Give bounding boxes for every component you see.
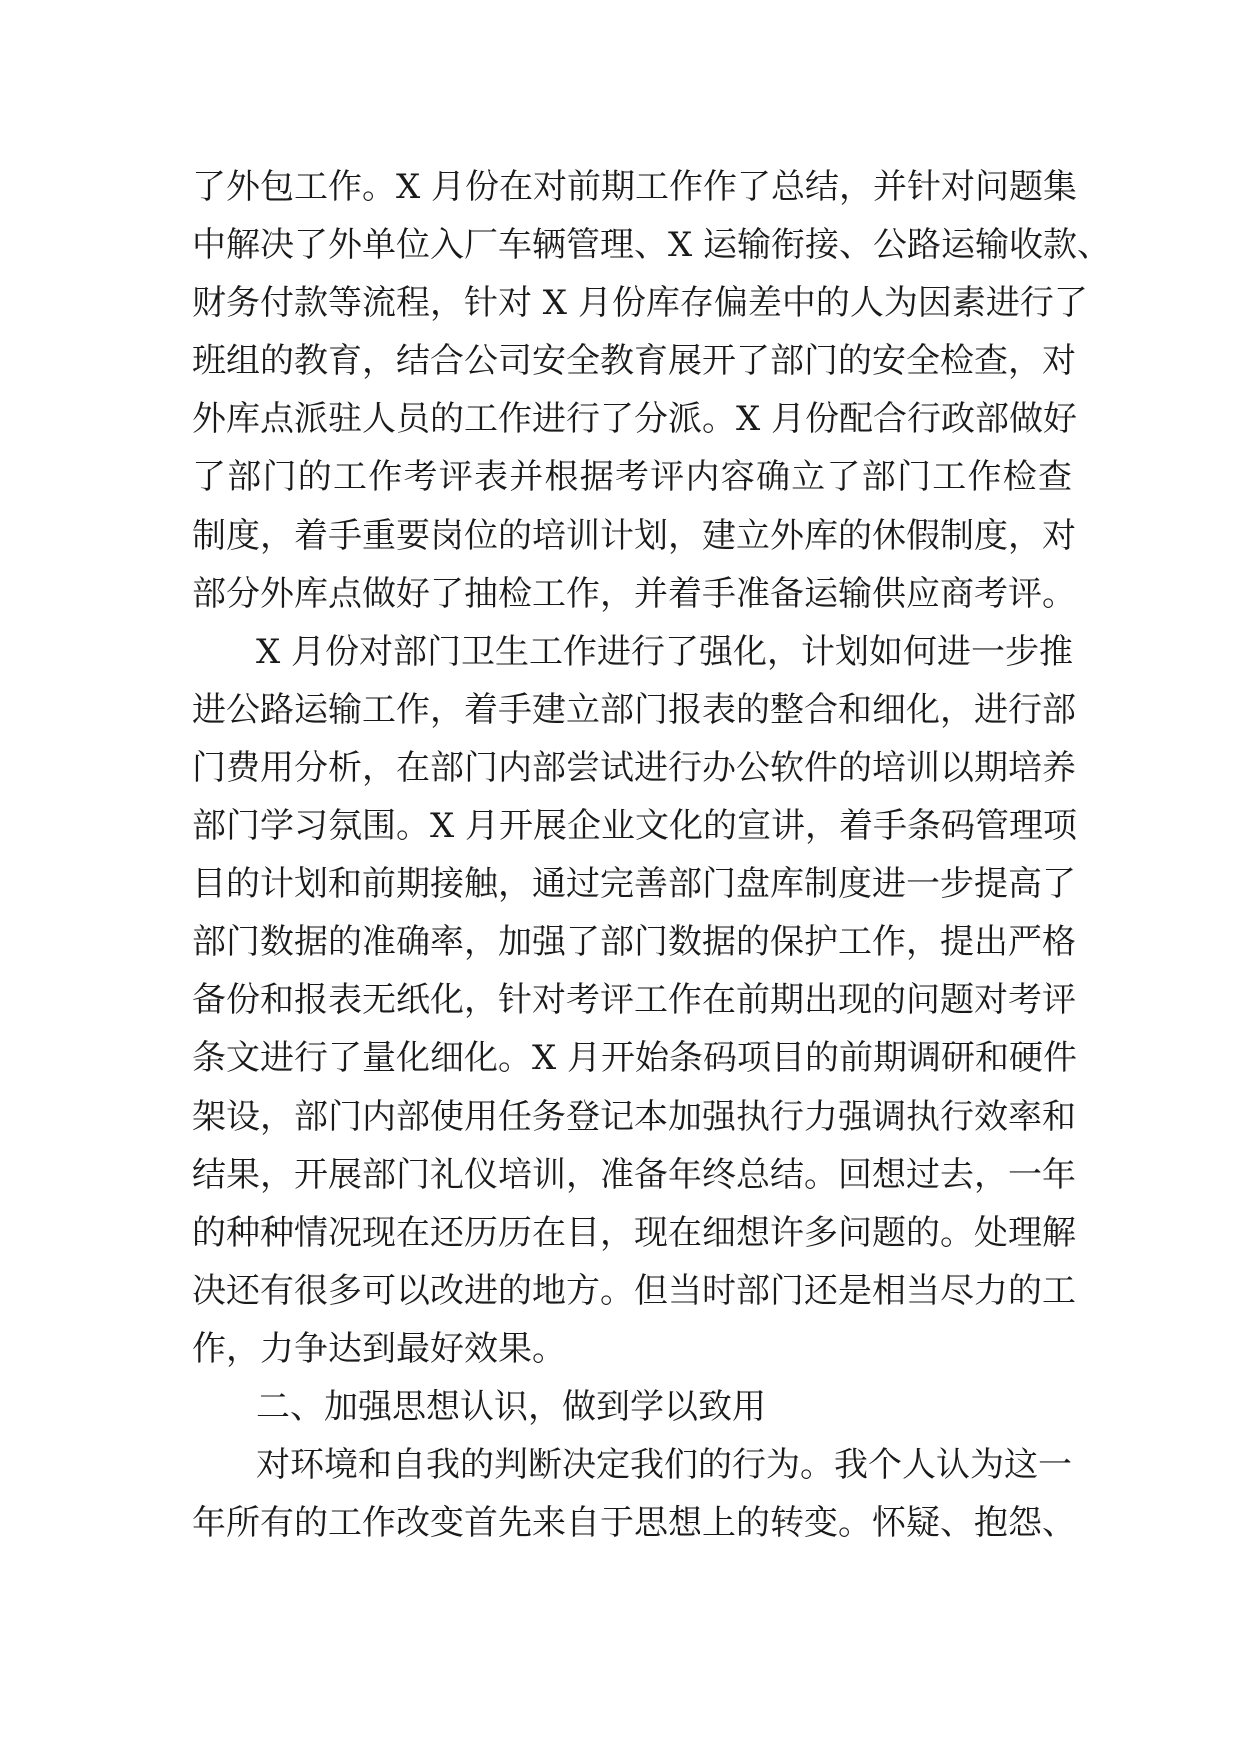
paragraph-last-line: 作，力争达到最好效果。 xyxy=(192,1328,566,1369)
text-line: 班组的教育，结合公司安全教育展开了部门的安全检查，对 xyxy=(192,341,1076,382)
text-line: 决还有很多可以改进的地方。但当时部门还是相当尽力的工 xyxy=(192,1270,1076,1311)
paragraph-first-line: 对环境和自我的判断决定我们的行为。我个人认为这一 xyxy=(256,1445,1072,1486)
text-line: 制度，着手重要岗位的培训计划，建立外库的休假制度，对 xyxy=(192,515,1076,556)
section-heading: 二、加强思想认识，做到学以致用 xyxy=(256,1386,766,1427)
text-line: 备份和报表无纸化，针对考评工作在前期出现的问题对考评 xyxy=(192,980,1076,1021)
text-line: 目的计划和前期接触，通过完善部门盘库制度进一步提高了 xyxy=(192,864,1076,905)
text-line: 进公路运输工作，着手建立部门报表的整合和细化，进行部 xyxy=(192,689,1076,730)
text-line: 门费用分析，在部门内部尝试进行办公软件的培训以期培养 xyxy=(192,747,1076,788)
text-line: 部门数据的准确率，加强了部门数据的保护工作，提出严格 xyxy=(192,922,1076,963)
text-line: 部分外库点做好了抽检工作，并着手准备运输供应商考评。 xyxy=(192,573,1076,614)
text-line: 的种种情况现在还历历在目，现在细想许多问题的。处理解 xyxy=(192,1212,1076,1253)
text-line: 外库点派驻人员的工作进行了分派。X 月份配合行政部做好 xyxy=(192,399,1078,440)
text-line: 条文进行了量化细化。X 月开始条码项目的前期调研和硬件 xyxy=(192,1038,1078,1079)
text-line: 年所有的工作改变首先来自于思想上的转变。怀疑、抱怨、 xyxy=(192,1503,1076,1544)
text-line: 架设，部门内部使用任务登记本加强执行力强调执行效率和 xyxy=(192,1096,1076,1137)
paragraph-first-line: X 月份对部门卫生工作进行了强化，计划如何进一步推 xyxy=(256,631,1074,672)
text-line: 结果，开展部门礼仪培训，准备年终总结。回想过去，一年 xyxy=(192,1154,1076,1195)
text-line: 财务付款等流程，针对 X 月份库存偏差中的人为因素进行了 xyxy=(192,283,1088,324)
text-line: 部门学习氛围。X 月开展企业文化的宣讲，着手条码管理项 xyxy=(192,806,1078,847)
body-text xyxy=(192,158,1112,1552)
text-line: 中解决了外单位入厂车辆管理、X 运输衔接、公路运输收款、 xyxy=(192,225,1112,266)
text-line: 了外包工作。X 月份在对前期工作作了总结，并针对问题集 xyxy=(192,167,1078,207)
text-line: 了部门的工作考评表并根据考评内容确立了部门工作检查 xyxy=(192,457,1072,498)
